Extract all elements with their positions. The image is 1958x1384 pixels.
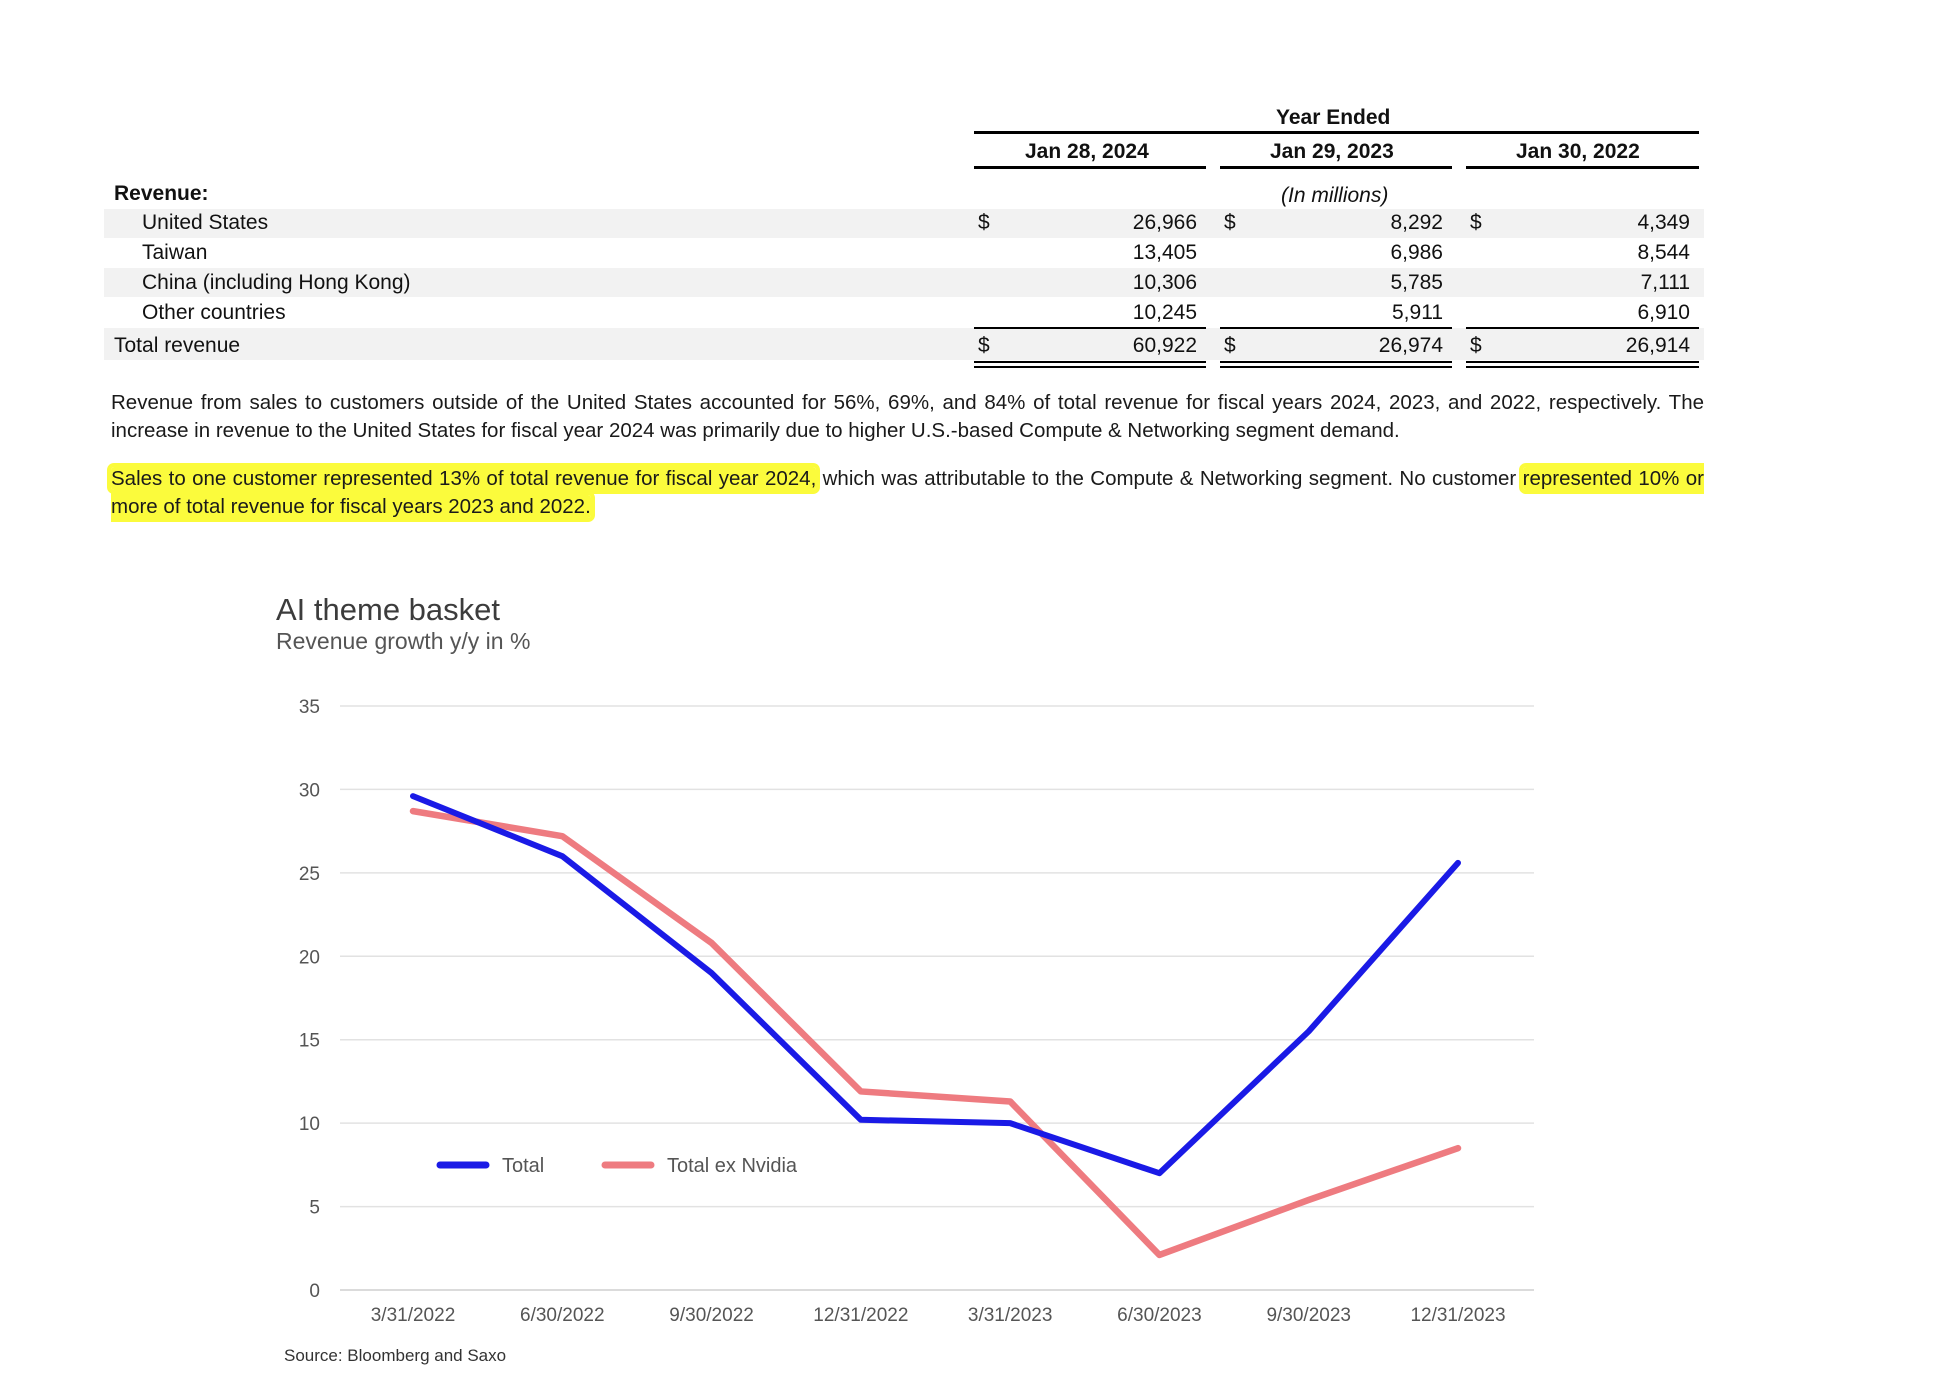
- header-rule-top: [974, 131, 1699, 134]
- series-line-total: [413, 796, 1458, 1173]
- chart-subtitle: Revenue growth y/y in %: [276, 628, 531, 654]
- table-cell: 10,306: [1132, 271, 1197, 294]
- currency-symbol: $: [1224, 334, 1236, 357]
- table-cell: 6,910: [1637, 301, 1690, 324]
- y-tick-label: 35: [298, 697, 320, 718]
- revenue-table: [0, 0, 1958, 380]
- y-tick-label: 20: [298, 947, 320, 969]
- row-label-total-revenue: Total revenue: [114, 334, 241, 357]
- x-tick-label: 6/30/2022: [520, 1305, 605, 1326]
- currency-symbol: $: [1470, 211, 1482, 234]
- y-tick-label: 5: [309, 1197, 320, 1219]
- table-cell: 13,405: [1132, 241, 1197, 264]
- x-tick-label: 9/30/2022: [669, 1305, 754, 1326]
- grid-lines: [340, 706, 1534, 1290]
- currency-symbol: $: [978, 334, 990, 357]
- legend-label: Total ex Nvidia: [667, 1155, 798, 1177]
- table-cell: 5,785: [1390, 271, 1443, 294]
- x-tick-label: 9/30/2023: [1266, 1305, 1351, 1326]
- row-band: [104, 328, 1704, 360]
- paragraph-text: which was attributable to the Compute & Networking segment. No customer: [816, 467, 1517, 490]
- row-label-taiwan: Taiwan: [142, 241, 208, 264]
- y-tick-label: 25: [298, 863, 320, 885]
- total-rule-top: [1220, 327, 1452, 329]
- column-header-2024: Jan 28, 2024: [1025, 140, 1149, 163]
- table-cell: 4,349: [1637, 211, 1690, 234]
- highlighted-text: represented 10% or more of total revenue for fiscal years 2023 and 2022.: [111, 467, 1704, 518]
- row-label-other-countries: Other countries: [142, 301, 286, 324]
- total-double-rule: [1466, 366, 1699, 368]
- table-cell: 26,974: [1378, 334, 1443, 357]
- row-label-china: China (including Hong Kong): [142, 271, 411, 294]
- y-axis-ticks: [299, 697, 320, 1302]
- column-rule-2022: [1466, 166, 1699, 169]
- x-tick-label: 3/31/2022: [370, 1305, 456, 1326]
- y-tick-label: 30: [298, 780, 320, 802]
- table-cell: 26,966: [1132, 211, 1197, 234]
- row-label-united-states: United States: [142, 211, 269, 234]
- x-tick-label: 12/31/2022: [813, 1305, 909, 1326]
- revenue-section-label: Revenue:: [114, 182, 209, 205]
- total-double-rule: [974, 361, 1206, 363]
- total-rule-top: [974, 327, 1206, 329]
- column-rule-2023: [1220, 166, 1452, 169]
- y-tick-label: 15: [298, 1030, 320, 1052]
- table-cell: 8,544: [1637, 241, 1690, 264]
- x-tick-label: 6/30/2023: [1117, 1305, 1202, 1326]
- legend-label: Total: [502, 1155, 545, 1177]
- table-cell: 5,911: [1392, 301, 1443, 324]
- chart-source: Source: Bloomberg and Saxo: [284, 1346, 507, 1365]
- total-double-rule: [1220, 366, 1452, 368]
- ai-theme-basket-chart: [0, 570, 1958, 1384]
- total-double-rule: [974, 366, 1206, 368]
- column-header-2022: Jan 30, 2022: [1516, 140, 1640, 163]
- y-tick-label: 0: [309, 1281, 320, 1302]
- table-cell: 7,111: [1640, 271, 1690, 294]
- line-chart-canvas: [0, 570, 1958, 1384]
- highlighted-text: Sales to one customer represented 13% of total revenue for fiscal year 2024,: [111, 467, 817, 490]
- x-axis-ticks: [371, 1305, 1506, 1326]
- currency-symbol: $: [1470, 334, 1482, 357]
- chart-title: AI theme basket: [276, 592, 501, 627]
- column-header-2023: Jan 29, 2023: [1270, 140, 1394, 163]
- table-cell: 6,986: [1390, 241, 1443, 264]
- table-cell: 26,914: [1625, 334, 1690, 357]
- currency-symbol: $: [1224, 211, 1236, 234]
- x-tick-label: 12/31/2023: [1410, 1305, 1506, 1326]
- revenue-paragraph: Revenue from sales to customers outside of the United States accounted for 56%, 69%, and 84% of total revenue for fiscal years 2024, 2023, and 2022, respectively. The increase in revenue to the United States for fiscal year 2024 was primarily due to higher U.S.-based Compute & Networking segment demand.: [111, 391, 1704, 442]
- x-tick-label: 3/31/2023: [967, 1305, 1053, 1326]
- total-double-rule: [1466, 361, 1699, 363]
- series-lines: [413, 796, 1458, 1255]
- table-cell: 10,245: [1132, 301, 1197, 324]
- currency-symbol: $: [978, 211, 990, 234]
- customer-concentration-paragraph: [111, 465, 1704, 521]
- y-tick-label: 10: [298, 1114, 320, 1136]
- chart-legend: [440, 1155, 798, 1177]
- row-band: [104, 209, 1704, 238]
- total-rule-top: [1466, 327, 1699, 329]
- series-line-total-ex-nvidia: [413, 811, 1458, 1255]
- table-cell: 60,922: [1132, 334, 1197, 357]
- total-double-rule: [1220, 361, 1452, 363]
- units-label: (In millions): [1281, 184, 1389, 207]
- year-ended-header: Year Ended: [1276, 106, 1391, 129]
- column-rule-2024: [974, 166, 1206, 169]
- table-cell: 8,292: [1390, 211, 1443, 234]
